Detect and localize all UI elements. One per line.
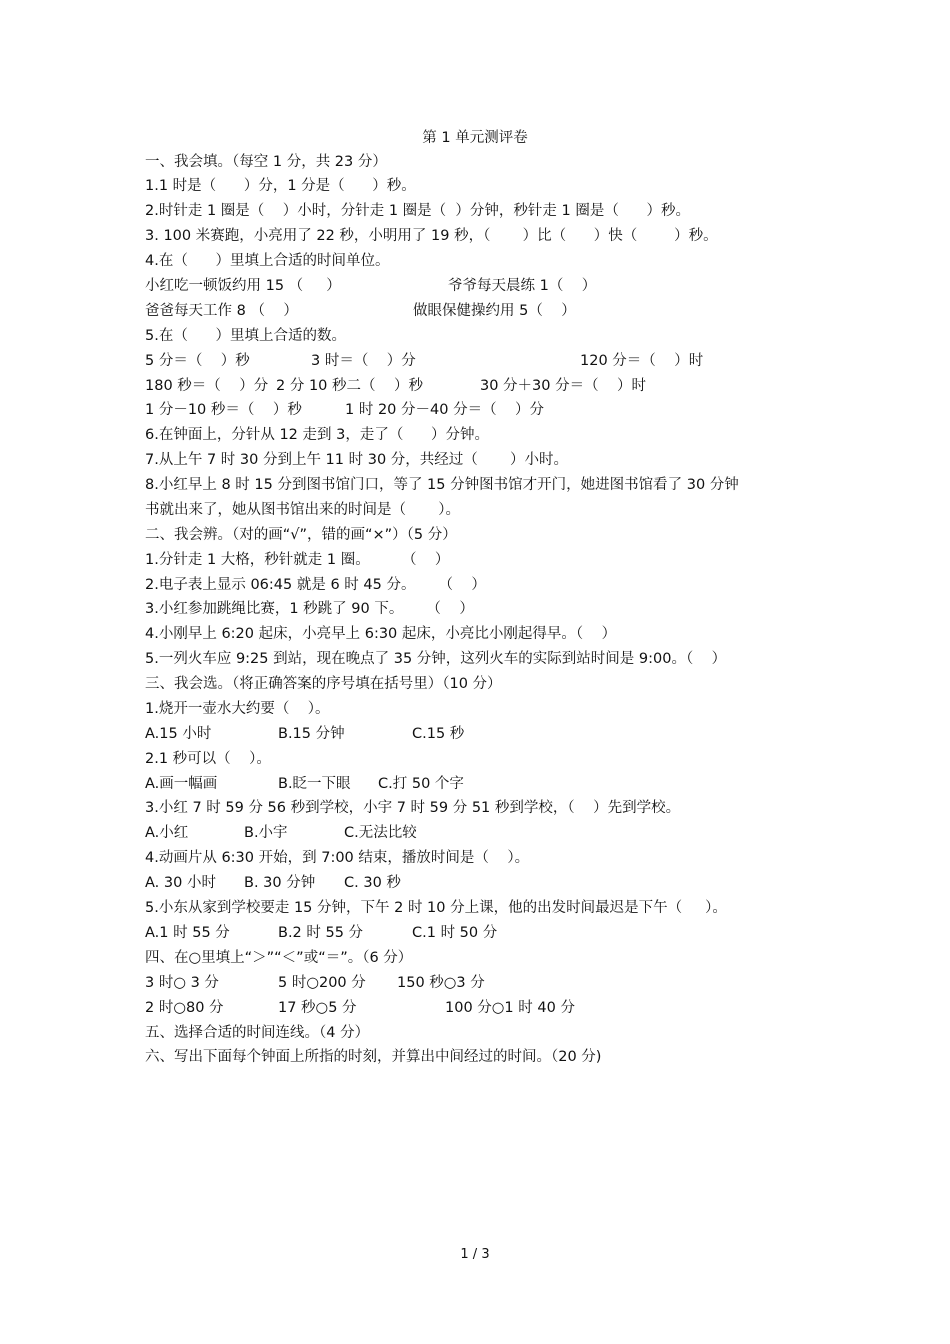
question-2-3: 3.小红参加跳绳比赛，1 秒跳了 90 下。 （ ） — [145, 601, 474, 617]
question-3-5-option-a: A.1 时 55 分 — [145, 925, 230, 941]
question-3-5: 5.小东从家到学校要走 15 分钟，下午 2 时 10 分上课，他的出发时间最迟是下午（ ）。 — [145, 900, 727, 916]
question-4-item-a: 3 时○ 3 分 — [145, 975, 219, 991]
question-1-5-item-f: 30 分＋30 分＝（ ）时 — [480, 378, 647, 394]
question-1-4-item-a: 小红吃一顿饭约用 15 （ ） — [145, 278, 341, 294]
question-1-4-item-c: 爸爸每天工作 8 （ ） — [145, 303, 298, 319]
question-3-1-option-c: C.15 秒 — [412, 726, 465, 742]
question-2-5: 5.一列火车应 9:25 到站，现在晚点了 35 分钟，这列火车的实际到站时间是 9:00。（ ） — [145, 651, 727, 667]
question-1-4-item-b: 爷爷每天晨练 1（ ） — [448, 278, 597, 294]
question-1-5-item-c: 120 分＝（ ）时 — [580, 353, 704, 369]
question-4-item-e: 17 秒○5 分 — [278, 1000, 357, 1016]
question-1-8-line-1: 8.小红早上 8 时 15 分到图书馆门口，等了 15 分钟图书馆才开门，她进图书馆看了 30 分钟 — [145, 477, 739, 493]
question-3-5-option-b: B.2 时 55 分 — [278, 925, 364, 941]
question-3-3-option-c: C.无法比较 — [344, 825, 417, 841]
question-3-3-option-b: B.小宇 — [244, 825, 288, 841]
section-1-heading: 一、我会填。（每空 1 分，共 23 分） — [145, 154, 387, 170]
question-1-8-line-2: 书就出来了，她从图书馆出来的时间是（ ）。 — [145, 502, 461, 518]
question-1-5-item-b: 3 时＝（ ）分 — [311, 353, 416, 369]
question-3-3-option-a: A.小红 — [145, 825, 189, 841]
page-title: 第 1 单元测评卷 — [422, 130, 528, 146]
section-3-heading: 三、我会选。（将正确答案的序号填在括号里）（10 分） — [145, 676, 502, 692]
question-3-5-option-c: C.1 时 50 分 — [412, 925, 498, 941]
question-3-4-option-c: C. 30 秒 — [344, 875, 401, 891]
question-1-5: 5.在（ ）里填上合适的数。 — [145, 328, 346, 344]
question-1-4-item-d: 做眼保健操约用 5（ ） — [413, 303, 576, 319]
question-1-5-item-e: 2 分 10 秒二（ ）秒 — [276, 378, 423, 394]
question-4-item-f: 100 分○1 时 40 分 — [445, 1000, 575, 1016]
question-3-1: 1.烧开一壶水大约要（ ）。 — [145, 701, 330, 717]
question-2-1: 1.分针走 1 大格，秒针就走 1 圈。 （ ） — [145, 552, 450, 568]
question-1-2: 2.时针走 1 圈是（ ）小时，分针走 1 圈是（ ）分钟，秒针走 1 圈是（ ）秒。 — [145, 203, 690, 219]
question-4-item-c: 150 秒○3 分 — [397, 975, 485, 991]
section-5-heading: 五、选择合适的时间连线。（4 分） — [145, 1025, 370, 1041]
question-3-2-option-b: B.眨一下眼 — [278, 776, 351, 792]
question-2-2: 2.电子表上显示 06:45 就是 6 时 45 分。 （ ） — [145, 577, 486, 593]
section-4-heading: 四、在○里填上“＞”“＜”或“＝”。（6 分） — [145, 950, 413, 966]
question-1-7: 7.从上午 7 时 30 分到上午 11 时 30 分，共经过（ ）小时。 — [145, 452, 569, 468]
question-1-4: 4.在（ ）里填上合适的时间单位。 — [145, 253, 390, 269]
page-number: 1 / 3 — [460, 1247, 490, 1262]
question-3-1-option-b: B.15 分钟 — [278, 726, 345, 742]
question-3-2-option-c: C.打 50 个字 — [378, 776, 464, 792]
question-3-4-option-a: A. 30 小时 — [145, 875, 216, 891]
question-1-5-item-d: 180 秒＝（ ）分 — [145, 378, 269, 394]
question-1-5-item-g: 1 分－10 秒＝（ ）秒 — [145, 402, 302, 418]
question-3-3: 3.小红 7 时 59 分 56 秒到学校，小宇 7 时 59 分 51 秒到学校，（ ）先到学校。 — [145, 800, 681, 816]
question-1-5-item-a: 5 分＝（ ）秒 — [145, 353, 250, 369]
question-1-1: 1.1 时是（ ）分，1 分是（ ）秒。 — [145, 178, 416, 194]
question-1-6: 6.在钟面上，分针从 12 走到 3，走了（ ）分钟。 — [145, 427, 489, 443]
question-3-2: 2.1 秒可以（ ）。 — [145, 751, 271, 767]
section-2-heading: 二、我会辨。（对的画“√”，错的画“×”）（5 分） — [145, 527, 457, 543]
question-3-4: 4.动画片从 6:30 开始，到 7:00 结束，播放时间是（ ）。 — [145, 850, 530, 866]
question-3-2-option-a: A.画一幅画 — [145, 776, 218, 792]
section-6-heading: 六、写出下面每个钟面上所指的时刻，并算出中间经过的时间。（20 分) — [145, 1049, 602, 1065]
question-3-1-option-a: A.15 小时 — [145, 726, 212, 742]
question-1-3: 3. 100 米赛跑，小亮用了 22 秒，小明用了 19 秒，（ ）比（ ）快（ ）秒。 — [145, 228, 718, 244]
question-3-4-option-b: B. 30 分钟 — [244, 875, 316, 891]
question-1-5-item-h: 1 时 20 分－40 分＝（ ）分 — [345, 402, 544, 418]
question-2-4: 4.小刚早上 6:20 起床，小亮早上 6:30 起床，小亮比小刚起得早。（ ） — [145, 626, 617, 642]
question-4-item-b: 5 时○200 分 — [278, 975, 366, 991]
question-4-item-d: 2 时○80 分 — [145, 1000, 224, 1016]
